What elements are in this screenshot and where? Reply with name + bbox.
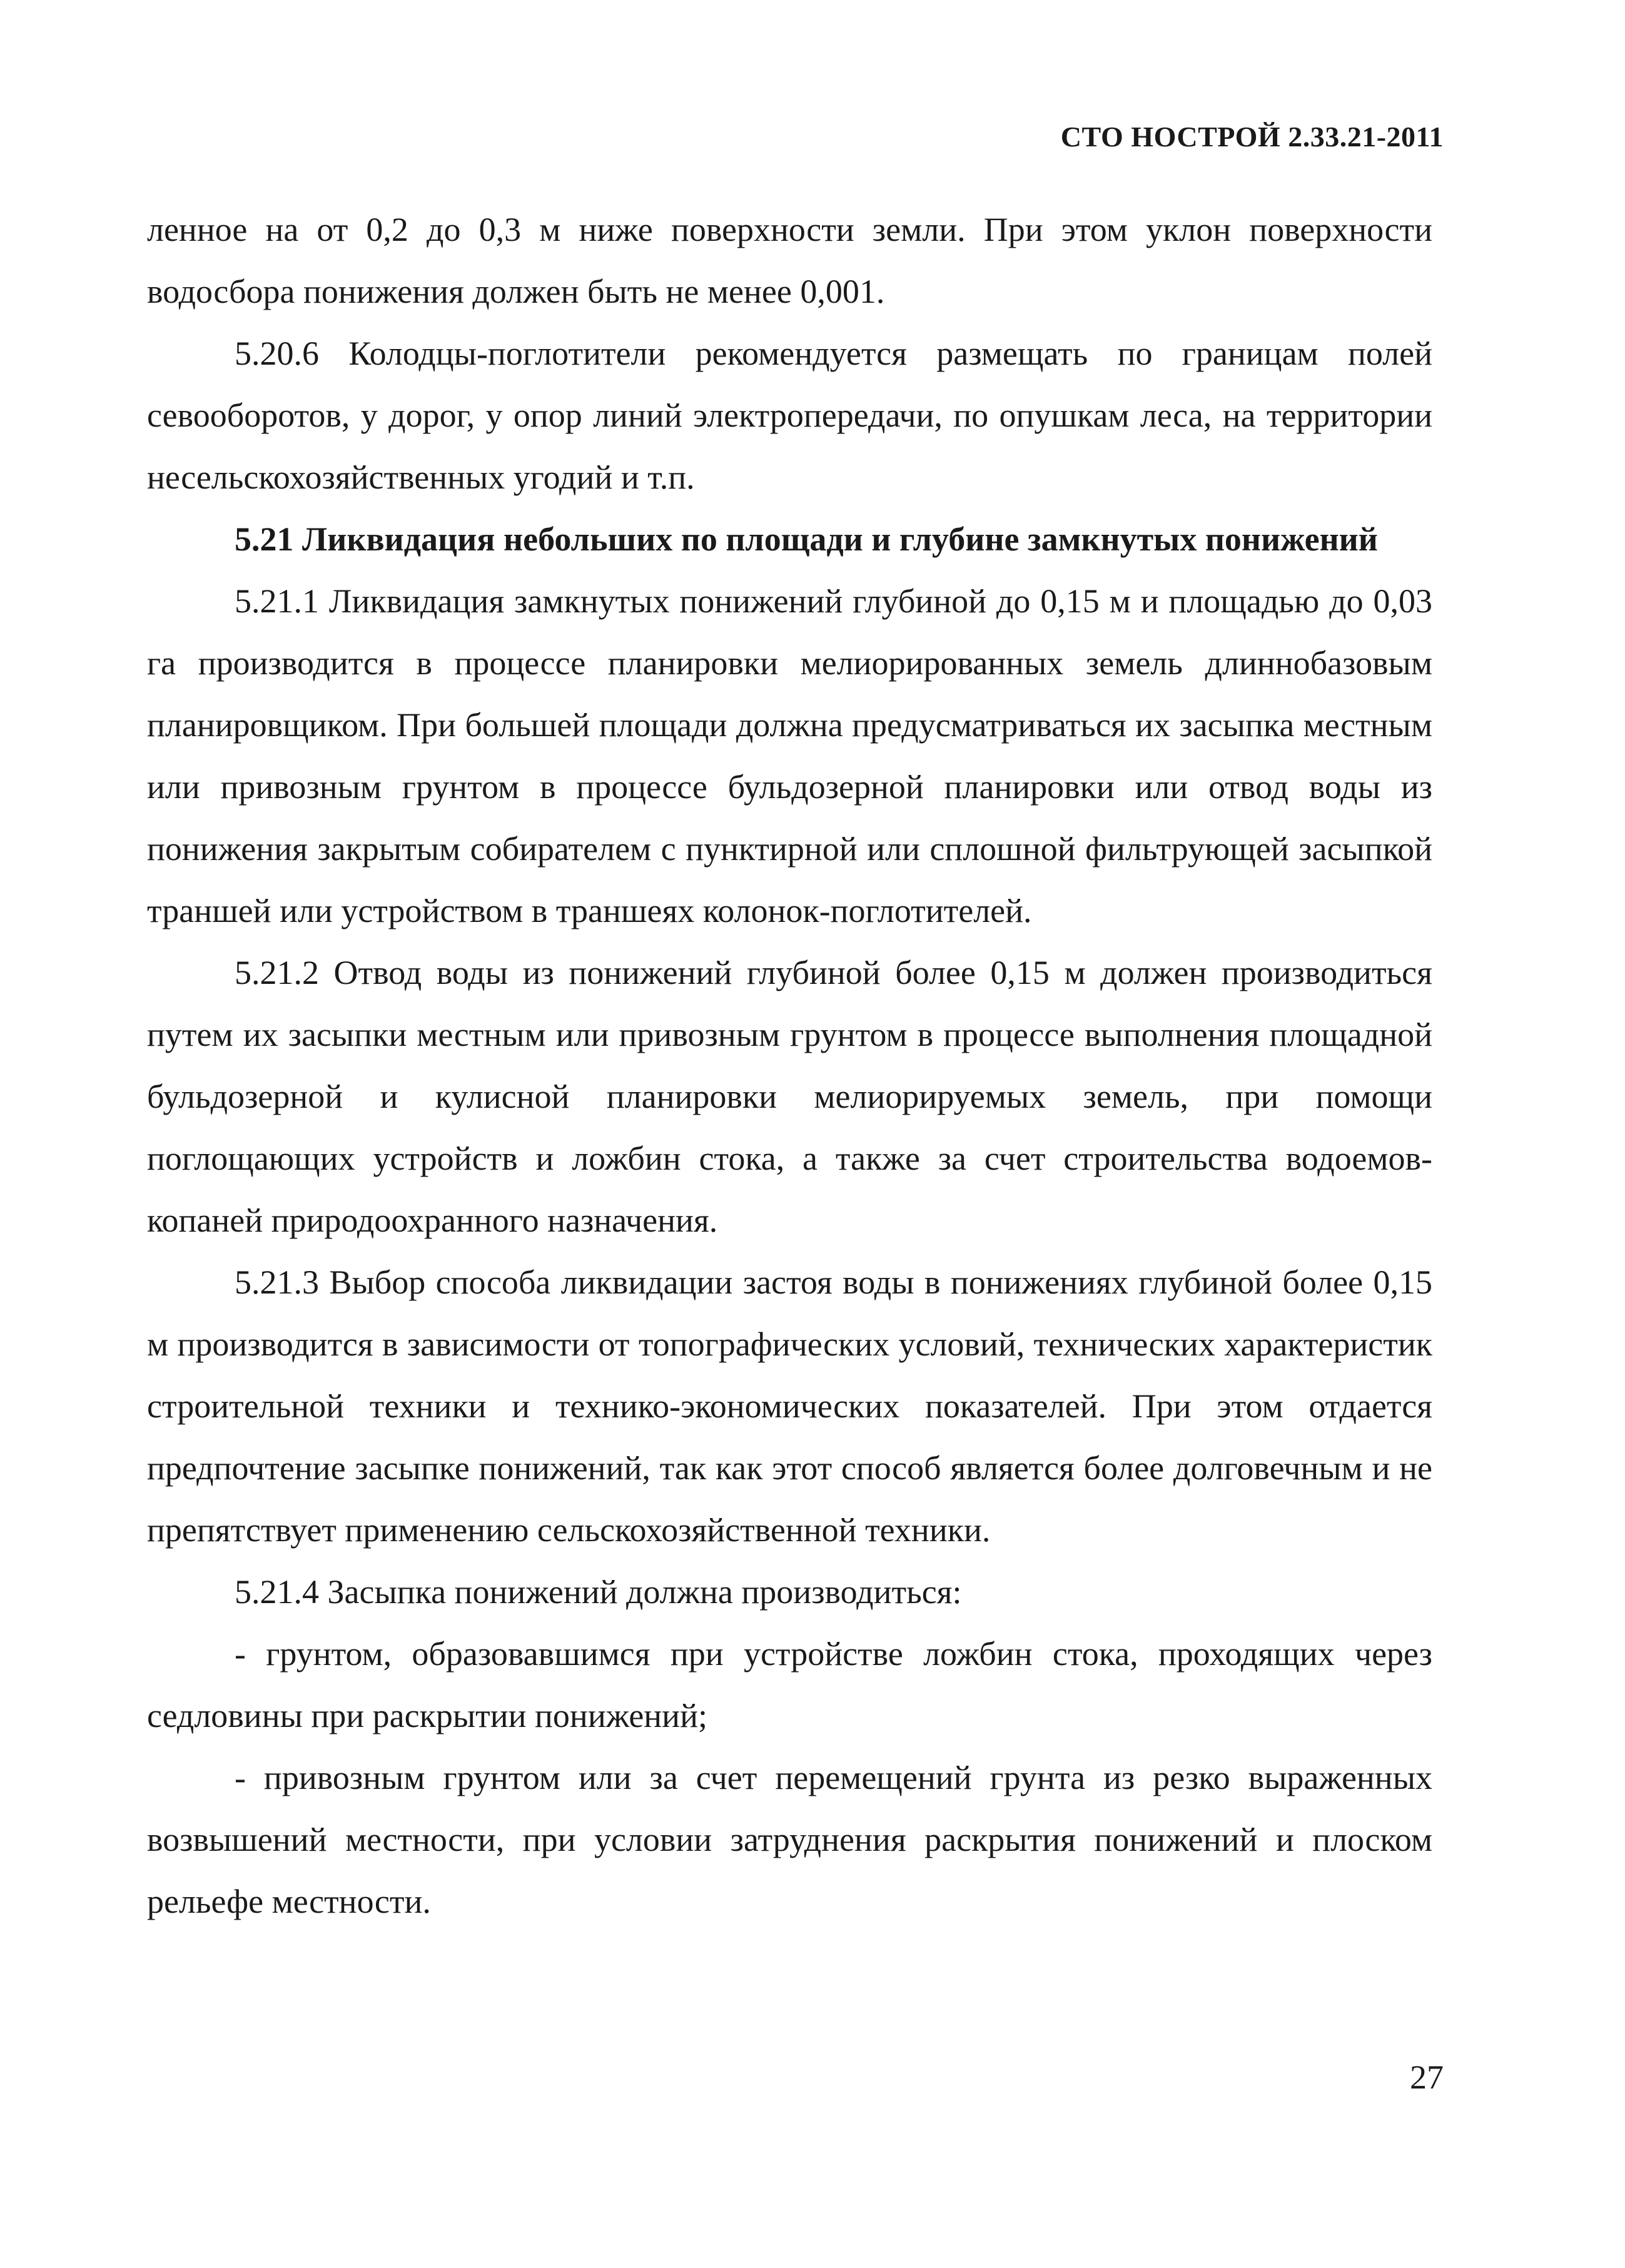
paragraph-5-21-4: 5.21.4 Засыпка понижений должна производиться: (235, 1573, 962, 1611)
paragraph-5-21-2: 5.21.2 Отвод воды из понижений глубиной более 0,15 м должен производиться путем их засыпки местным или привозным грунтом в процессе выполнения площадной бульдозерной и кулисной планировки мелиорируемых земель, при помощи поглощающих устройств и ложбин стока, а также за счет строительства водоемов-копаней природоохранного назначения. (147, 954, 1432, 1239)
document-code-header: СТО НОСТРОЙ 2.33.21-2011 (1060, 121, 1444, 153)
page-number: 27 (1410, 2058, 1444, 2096)
list-item-imported-soil: - привозным грунтом или за счет перемещений грунта из резко выраженных возвышений местности, при условии затруднения раскрытия понижений и плоском рельефе местности. (147, 1759, 1432, 1920)
paragraph-5-21-3: 5.21.3 Выбор способа ликвидации застоя воды в понижениях глубиной более 0,15 м производится в зависимости от топографических условий, технических характеристик строительной техники и технико-экономических показателей. При этом отдается предпочтение засыпке понижений, так как этот способ является более долговечным и не препятствует применению сельскохозяйственной техники. (147, 1263, 1432, 1549)
paragraph-5-21-1: 5.21.1 Ликвидация замкнутых понижений глубиной до 0,15 м и площадью до 0,03 га производится в процессе планировки мелиорированных земель длиннобазовым планировщиком. При большей площади должна предусматриваться их засыпка местным или привозным грунтом в процессе бульдозерной планировки или отвод воды из понижения закрытым собирателем с пунктирной или сплошной фильтрующей засыпкой траншей или устройством в траншеях колонок-поглотителей. (147, 582, 1432, 929)
paragraph-5-20-6: 5.20.6 Колодцы-поглотители рекомендуется размещать по границам полей севооборотов, у дорог, у опор линий электропередачи, по опушкам леса, на территории несельскохозяйственных угодий и т.п. (147, 335, 1432, 496)
list-item-soil-from-hollows: - грунтом, образовавшимся при устройстве ложбин стока, проходящих через седловины при раскрытии понижений; (147, 1635, 1432, 1734)
section-heading-5-21: 5.21 Ликвидация небольших по площади и глубине замкнутых понижений (235, 520, 1378, 558)
document-body (147, 199, 1432, 1933)
paragraph-continuation: ленное на от 0,2 до 0,3 м ниже поверхности земли. При этом уклон поверхности водосбора понижения должен быть не менее 0,001. (147, 211, 1432, 310)
